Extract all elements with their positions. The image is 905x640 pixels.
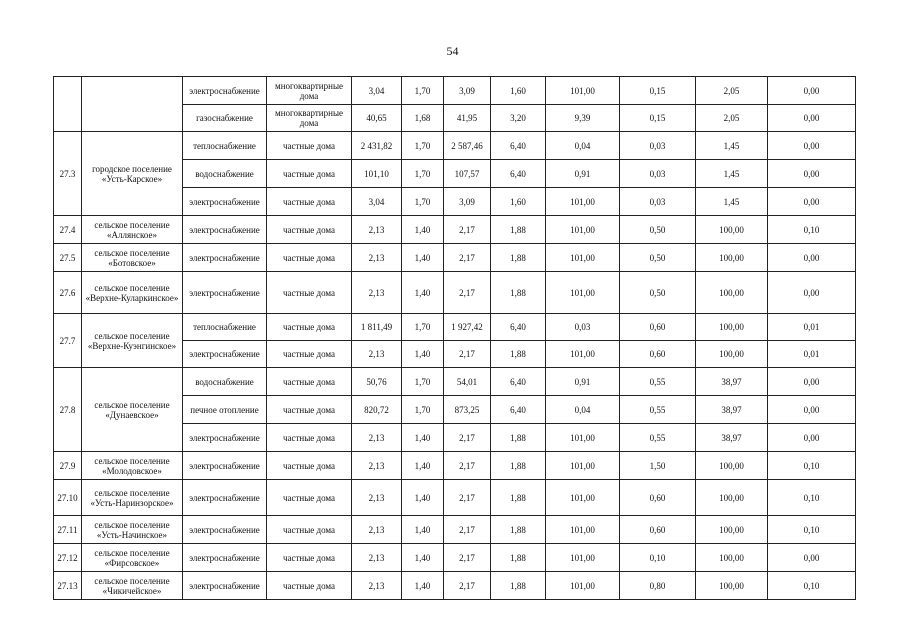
service-type: водоснабжение <box>183 160 267 188</box>
value-cell: 107,57 <box>444 160 491 188</box>
value-cell: 0,91 <box>546 160 620 188</box>
value-cell: 9,39 <box>546 105 620 132</box>
value-cell: 1,88 <box>491 341 546 368</box>
value-cell: 100,00 <box>696 516 768 544</box>
value-cell: 1,40 <box>402 452 444 480</box>
service-type: электроснабжение <box>183 341 267 368</box>
service-type: электроснабжение <box>183 188 267 216</box>
value-cell: 100,00 <box>696 480 768 516</box>
value-cell: 101,00 <box>546 272 620 314</box>
value-cell: 2,13 <box>352 480 402 516</box>
value-cell: 0,15 <box>620 105 696 132</box>
value-cell: 101,00 <box>546 544 620 572</box>
value-cell: 1 811,49 <box>352 314 402 341</box>
value-cell: 1,60 <box>491 188 546 216</box>
table-row <box>54 516 856 544</box>
housing-type: частные дома <box>267 516 352 544</box>
value-cell: 2,13 <box>352 544 402 572</box>
settlement-name <box>82 77 183 132</box>
housing-type: частные дома <box>267 188 352 216</box>
value-cell: 2,05 <box>696 77 768 105</box>
value-cell: 1,88 <box>491 544 546 572</box>
value-cell: 2,13 <box>352 424 402 452</box>
value-cell: 0,10 <box>768 452 856 480</box>
value-cell: 0,91 <box>546 368 620 396</box>
settlement-name: сельское поселение «Фирсовское» <box>82 544 183 572</box>
settlement-name: сельское поселение «Усть-Начинское» <box>82 516 183 544</box>
table-row <box>54 272 856 314</box>
value-cell: 1 927,42 <box>444 314 491 341</box>
value-cell: 2,17 <box>444 572 491 600</box>
value-cell: 1,70 <box>402 188 444 216</box>
settlement-name: сельское поселение «Усть-Наринзорское» <box>82 480 183 516</box>
table-row <box>54 77 856 105</box>
housing-type: частные дома <box>267 452 352 480</box>
value-cell: 1,88 <box>491 452 546 480</box>
row-number: 27.3 <box>54 132 82 216</box>
value-cell: 0,00 <box>768 105 856 132</box>
value-cell: 0,60 <box>620 314 696 341</box>
service-type: электроснабжение <box>183 516 267 544</box>
service-type: электроснабжение <box>183 480 267 516</box>
value-cell: 0,01 <box>768 341 856 368</box>
value-cell: 1,70 <box>402 396 444 424</box>
value-cell: 1,40 <box>402 572 444 600</box>
value-cell: 0,10 <box>768 480 856 516</box>
service-type: печное отопление <box>183 396 267 424</box>
value-cell: 101,00 <box>546 480 620 516</box>
value-cell: 2,13 <box>352 341 402 368</box>
value-cell: 41,95 <box>444 105 491 132</box>
housing-type: частные дома <box>267 572 352 600</box>
value-cell: 2,17 <box>444 516 491 544</box>
service-type: водоснабжение <box>183 368 267 396</box>
value-cell: 100,00 <box>696 272 768 314</box>
value-cell: 1,70 <box>402 368 444 396</box>
value-cell: 0,15 <box>620 77 696 105</box>
row-number: 27.11 <box>54 516 82 544</box>
value-cell: 1,45 <box>696 132 768 160</box>
value-cell: 2,13 <box>352 272 402 314</box>
housing-type: частные дома <box>267 341 352 368</box>
value-cell: 101,00 <box>546 341 620 368</box>
table-row <box>54 572 856 600</box>
value-cell: 40,65 <box>352 105 402 132</box>
value-cell: 38,97 <box>696 368 768 396</box>
value-cell: 101,00 <box>546 188 620 216</box>
value-cell: 820,72 <box>352 396 402 424</box>
value-cell: 1,40 <box>402 544 444 572</box>
value-cell: 2,13 <box>352 244 402 272</box>
value-cell: 101,00 <box>546 424 620 452</box>
value-cell: 0,10 <box>620 544 696 572</box>
value-cell: 1,60 <box>491 77 546 105</box>
value-cell: 3,04 <box>352 77 402 105</box>
table-row <box>54 480 856 516</box>
page-number: 54 <box>446 44 459 58</box>
value-cell: 100,00 <box>696 216 768 244</box>
value-cell: 0,60 <box>620 341 696 368</box>
housing-type: частные дома <box>267 272 352 314</box>
housing-type: многоквартирные дома <box>267 105 352 132</box>
value-cell: 0,03 <box>620 188 696 216</box>
value-cell: 2 587,46 <box>444 132 491 160</box>
row-number: 27.13 <box>54 572 82 600</box>
value-cell: 3,04 <box>352 188 402 216</box>
value-cell: 0,00 <box>768 132 856 160</box>
value-cell: 6,40 <box>491 368 546 396</box>
service-type: газоснабжение <box>183 105 267 132</box>
value-cell: 2,05 <box>696 105 768 132</box>
housing-type: частные дома <box>267 424 352 452</box>
value-cell: 0,00 <box>768 244 856 272</box>
table-row <box>54 216 856 244</box>
tariff-table <box>53 76 856 600</box>
value-cell: 0,50 <box>620 272 696 314</box>
settlement-name: сельское поселение «Молодовское» <box>82 452 183 480</box>
housing-type: частные дома <box>267 314 352 341</box>
table-row <box>54 544 856 572</box>
value-cell: 2,17 <box>444 272 491 314</box>
value-cell: 1,40 <box>402 216 444 244</box>
value-cell: 1,45 <box>696 188 768 216</box>
value-cell: 1,45 <box>696 160 768 188</box>
value-cell: 1,68 <box>402 105 444 132</box>
settlement-name: сельское поселение «Аллянское» <box>82 216 183 244</box>
value-cell: 0,50 <box>620 216 696 244</box>
housing-type: частные дома <box>267 244 352 272</box>
value-cell: 1,70 <box>402 132 444 160</box>
service-type: электроснабжение <box>183 77 267 105</box>
service-type: электроснабжение <box>183 544 267 572</box>
value-cell: 2,17 <box>444 480 491 516</box>
value-cell: 0,10 <box>768 216 856 244</box>
value-cell: 101,00 <box>546 572 620 600</box>
row-number: 27.10 <box>54 480 82 516</box>
value-cell: 1,40 <box>402 272 444 314</box>
value-cell: 1,88 <box>491 424 546 452</box>
value-cell: 0,01 <box>768 314 856 341</box>
service-type: электроснабжение <box>183 244 267 272</box>
settlement-name: сельское поселение «Верхне-Куларкинское» <box>82 272 183 314</box>
value-cell: 2,13 <box>352 216 402 244</box>
value-cell: 38,97 <box>696 396 768 424</box>
settlement-name: сельское поселение «Чикичейское» <box>82 572 183 600</box>
value-cell: 0,00 <box>768 272 856 314</box>
settlement-name: городское поселение «Усть-Карское» <box>82 132 183 216</box>
value-cell: 38,97 <box>696 424 768 452</box>
table-row <box>54 314 856 341</box>
housing-type: частные дома <box>267 368 352 396</box>
service-type: электроснабжение <box>183 424 267 452</box>
value-cell: 101,00 <box>546 244 620 272</box>
value-cell: 0,04 <box>546 396 620 424</box>
table-row <box>54 244 856 272</box>
row-number <box>54 77 82 132</box>
value-cell: 101,00 <box>546 77 620 105</box>
value-cell: 2,13 <box>352 572 402 600</box>
value-cell: 1,40 <box>402 424 444 452</box>
service-type: теплоснабжение <box>183 132 267 160</box>
value-cell: 2 431,82 <box>352 132 402 160</box>
value-cell: 0,80 <box>620 572 696 600</box>
settlement-name: сельское поселение «Дунаевское» <box>82 368 183 452</box>
value-cell: 101,00 <box>546 452 620 480</box>
value-cell: 2,17 <box>444 244 491 272</box>
value-cell: 100,00 <box>696 244 768 272</box>
value-cell: 0,00 <box>768 77 856 105</box>
housing-type: многоквартирные дома <box>267 77 352 105</box>
value-cell: 1,40 <box>402 480 444 516</box>
value-cell: 100,00 <box>696 544 768 572</box>
value-cell: 0,00 <box>768 188 856 216</box>
value-cell: 0,00 <box>768 368 856 396</box>
service-type: электроснабжение <box>183 572 267 600</box>
row-number: 27.7 <box>54 314 82 368</box>
housing-type: частные дома <box>267 160 352 188</box>
value-cell: 1,40 <box>402 244 444 272</box>
value-cell: 101,10 <box>352 160 402 188</box>
row-number: 27.4 <box>54 216 82 244</box>
value-cell: 6,40 <box>491 396 546 424</box>
value-cell: 873,25 <box>444 396 491 424</box>
value-cell: 3,09 <box>444 77 491 105</box>
value-cell: 0,00 <box>768 424 856 452</box>
service-type: электроснабжение <box>183 272 267 314</box>
value-cell: 50,76 <box>352 368 402 396</box>
value-cell: 0,00 <box>768 160 856 188</box>
value-cell: 2,13 <box>352 452 402 480</box>
housing-type: частные дома <box>267 480 352 516</box>
value-cell: 1,88 <box>491 516 546 544</box>
value-cell: 0,00 <box>768 544 856 572</box>
value-cell: 1,88 <box>491 572 546 600</box>
value-cell: 1,70 <box>402 314 444 341</box>
value-cell: 3,09 <box>444 188 491 216</box>
value-cell: 2,17 <box>444 452 491 480</box>
value-cell: 6,40 <box>491 132 546 160</box>
value-cell: 0,10 <box>768 572 856 600</box>
settlement-name: сельское поселение «Ботовское» <box>82 244 183 272</box>
value-cell: 0,10 <box>768 516 856 544</box>
value-cell: 0,03 <box>546 314 620 341</box>
value-cell: 0,04 <box>546 132 620 160</box>
service-type: электроснабжение <box>183 452 267 480</box>
value-cell: 1,50 <box>620 452 696 480</box>
value-cell: 2,17 <box>444 544 491 572</box>
row-number: 27.9 <box>54 452 82 480</box>
housing-type: частные дома <box>267 132 352 160</box>
value-cell: 3,20 <box>491 105 546 132</box>
housing-type: частные дома <box>267 396 352 424</box>
value-cell: 54,01 <box>444 368 491 396</box>
table-row <box>54 132 856 160</box>
value-cell: 0,60 <box>620 480 696 516</box>
value-cell: 100,00 <box>696 341 768 368</box>
table-row <box>54 368 856 396</box>
row-number: 27.6 <box>54 272 82 314</box>
value-cell: 2,13 <box>352 516 402 544</box>
value-cell: 0,55 <box>620 396 696 424</box>
value-cell: 0,55 <box>620 368 696 396</box>
value-cell: 1,88 <box>491 244 546 272</box>
row-number: 27.8 <box>54 368 82 452</box>
value-cell: 0,00 <box>768 396 856 424</box>
settlement-name: сельское поселение «Верхне-Куэнгинское» <box>82 314 183 368</box>
value-cell: 1,40 <box>402 341 444 368</box>
value-cell: 2,17 <box>444 341 491 368</box>
value-cell: 0,55 <box>620 424 696 452</box>
value-cell: 0,60 <box>620 516 696 544</box>
row-number: 27.5 <box>54 244 82 272</box>
value-cell: 6,40 <box>491 314 546 341</box>
value-cell: 6,40 <box>491 160 546 188</box>
value-cell: 1,70 <box>402 160 444 188</box>
value-cell: 101,00 <box>546 516 620 544</box>
value-cell: 1,40 <box>402 516 444 544</box>
value-cell: 0,03 <box>620 160 696 188</box>
housing-type: частные дома <box>267 216 352 244</box>
value-cell: 100,00 <box>696 452 768 480</box>
table-row <box>54 452 856 480</box>
value-cell: 2,17 <box>444 216 491 244</box>
housing-type: частные дома <box>267 544 352 572</box>
value-cell: 100,00 <box>696 314 768 341</box>
value-cell: 1,88 <box>491 272 546 314</box>
value-cell: 100,00 <box>696 572 768 600</box>
value-cell: 2,17 <box>444 424 491 452</box>
service-type: электроснабжение <box>183 216 267 244</box>
value-cell: 1,88 <box>491 216 546 244</box>
row-number: 27.12 <box>54 544 82 572</box>
value-cell: 0,03 <box>620 132 696 160</box>
service-type: теплоснабжение <box>183 314 267 341</box>
value-cell: 101,00 <box>546 216 620 244</box>
value-cell: 1,88 <box>491 480 546 516</box>
value-cell: 1,70 <box>402 77 444 105</box>
value-cell: 0,50 <box>620 244 696 272</box>
